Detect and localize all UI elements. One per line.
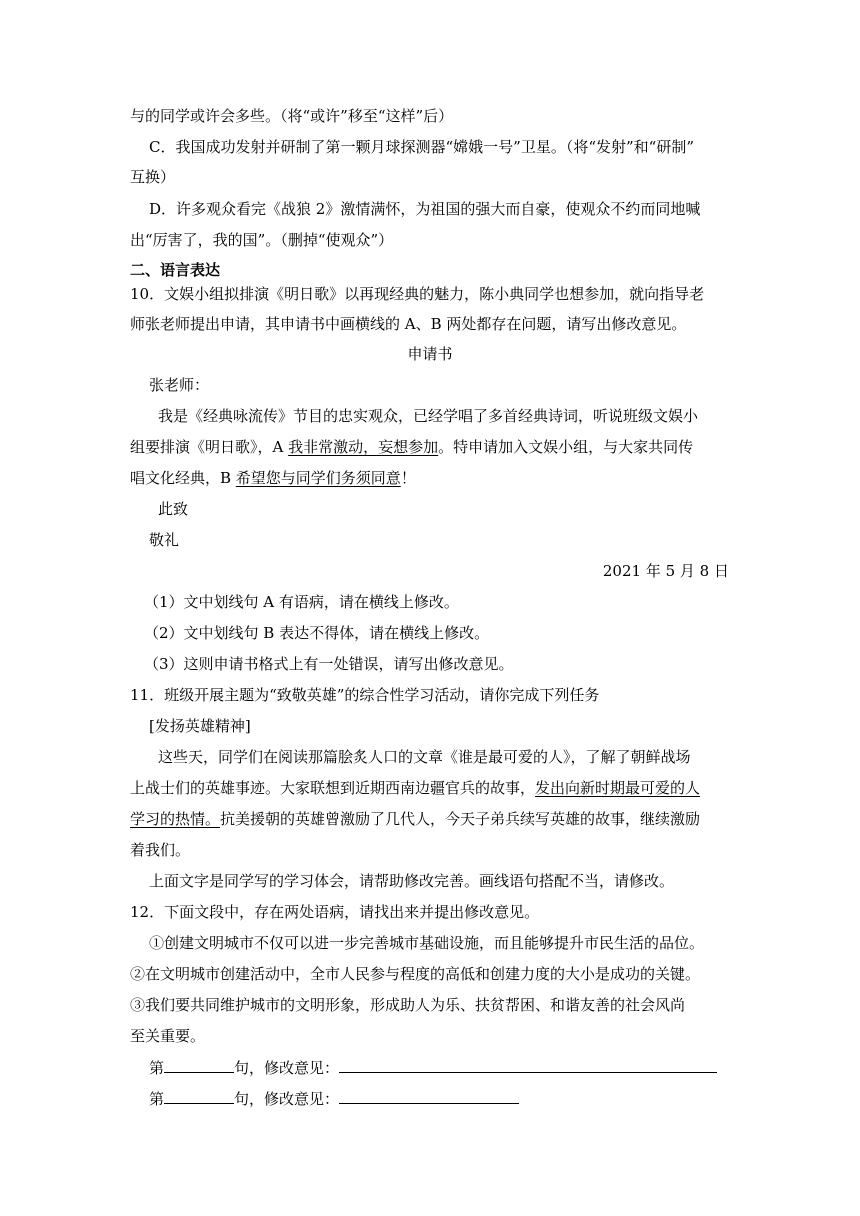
q11-passage-line2: 上战士们的英雄事迹。大家联想到近期西南边疆官兵的故事，发出向新时期最可爱的人 [130, 779, 701, 797]
letter-body-line3: 唱文化经典，B 希望您与同学们务须同意！ [130, 469, 416, 487]
letter-closing: 此致 [158, 500, 189, 518]
q11-task: 上面文字是同学写的学习体会，请帮助修改完善。画线语句搭配不当，请修改。 [149, 872, 675, 890]
underlined-sentence-b: 希望您与同学们务须同意 [235, 469, 401, 487]
q9-option-b-tail: 与的同学或许会多些。（将“或许”移至“这样”后） [130, 107, 454, 125]
q9-option-d: D．许多观众看完《战狼 2》激情满怀，为祖国的强大而自豪，使观众不约而同地喊 [149, 200, 701, 218]
letter-body-line2: 组要排演《明日歌》，A 我非常激动，妄想参加。特申请加入文娱小组，与大家共同传 [130, 438, 694, 456]
q10-stem-cont: 师张老师提出申请，其申请书中画横线的 A、B 两处都存在问题，请写出修改意见。 [130, 315, 687, 333]
q11-task-tag: [发扬英雄精神] [149, 717, 251, 735]
answer-blank[interactable] [164, 1057, 234, 1073]
q12-sentence-2: ②在文明城市创建活动中，全市人民参与程度的高低和创建力度的大小是成功的关键。 [130, 965, 701, 983]
q9-option-c-cont: 互换） [130, 168, 176, 186]
letter-body: 我是《经典咏流传》节目的忠实观众，已经学唱了多首经典诗词，听说班级文娱小 [158, 407, 699, 425]
underlined-sentence-cont: 学习的热情。 [130, 810, 221, 828]
answer-blank[interactable] [164, 1088, 234, 1104]
q12-sentence-3: ③我们要共同维护城市的文明形象，形成助人为乐、扶贫帮困、和谐友善的社会风尚 [130, 996, 686, 1014]
q12-sentence-1: ①创建文明城市不仅可以进一步完善城市基础设施，而且能够提升市民生活的品位。 [149, 934, 705, 952]
q9-option-d-cont: 出“厉害了，我的国”。（删掉“使观众”） [130, 231, 394, 249]
q12-answer-row-2: 第 句，修改意见： [149, 1088, 519, 1109]
q10-sub2: （2）文中划线句 B 表达不得体，请在横线上修改。 [144, 624, 490, 642]
q10-stem: 10．文娱小组拟排演《明日歌》以再现经典的魅力，陈小典同学也想参加，就向指导老 [130, 285, 705, 303]
q11-passage-line3: 学习的热情。抗美援朝的英雄曾激励了几代人，今天子弟兵续写英雄的故事，继续激励 [130, 810, 701, 828]
section-heading: 二、语言表达 [130, 261, 221, 279]
answer-blank[interactable] [339, 1088, 519, 1104]
q9-option-c: C．我国成功发射并研制了第一颗月球探测器“嫦娥一号”卫星。（将“发射”和“研制” [149, 138, 694, 156]
q12-stem: 12．下面文段中，存在两处语病，请找出来并提出修改意见。 [130, 903, 540, 921]
letter-salutation: 张老师： [149, 376, 210, 394]
q12-answer-row-1: 第 句，修改意见： [149, 1057, 717, 1078]
q11-passage: 这些天，同学们在阅读那篇脍炙人口的文章《谁是最可爱的人》，了解了朝鲜战场 [158, 748, 691, 766]
q12-sentence-3-cont: 至关重要。 [130, 1027, 206, 1045]
q10-sub1: （1）文中划线句 A 有语病，请在横线上修改。 [144, 593, 459, 611]
answer-blank[interactable] [339, 1057, 717, 1073]
q10-sub3: （3）这则申请书格式上有一处错误，请写出修改意见。 [144, 655, 514, 673]
underlined-sentence: 发出向新时期最可爱的人 [535, 779, 701, 797]
q11-passage-line4: 着我们。 [130, 841, 191, 859]
underlined-sentence-a: 我非常激动，妄想参加 [288, 438, 439, 456]
letter-regards: 敬礼 [149, 531, 180, 549]
letter-title: 申请书 [407, 345, 453, 363]
q11-stem: 11．班级开展主题为“致敬英雄”的综合性学习活动，请你完成下列任务 [130, 686, 600, 704]
letter-date: 2021 年 5 月 8 日 [602, 562, 729, 580]
